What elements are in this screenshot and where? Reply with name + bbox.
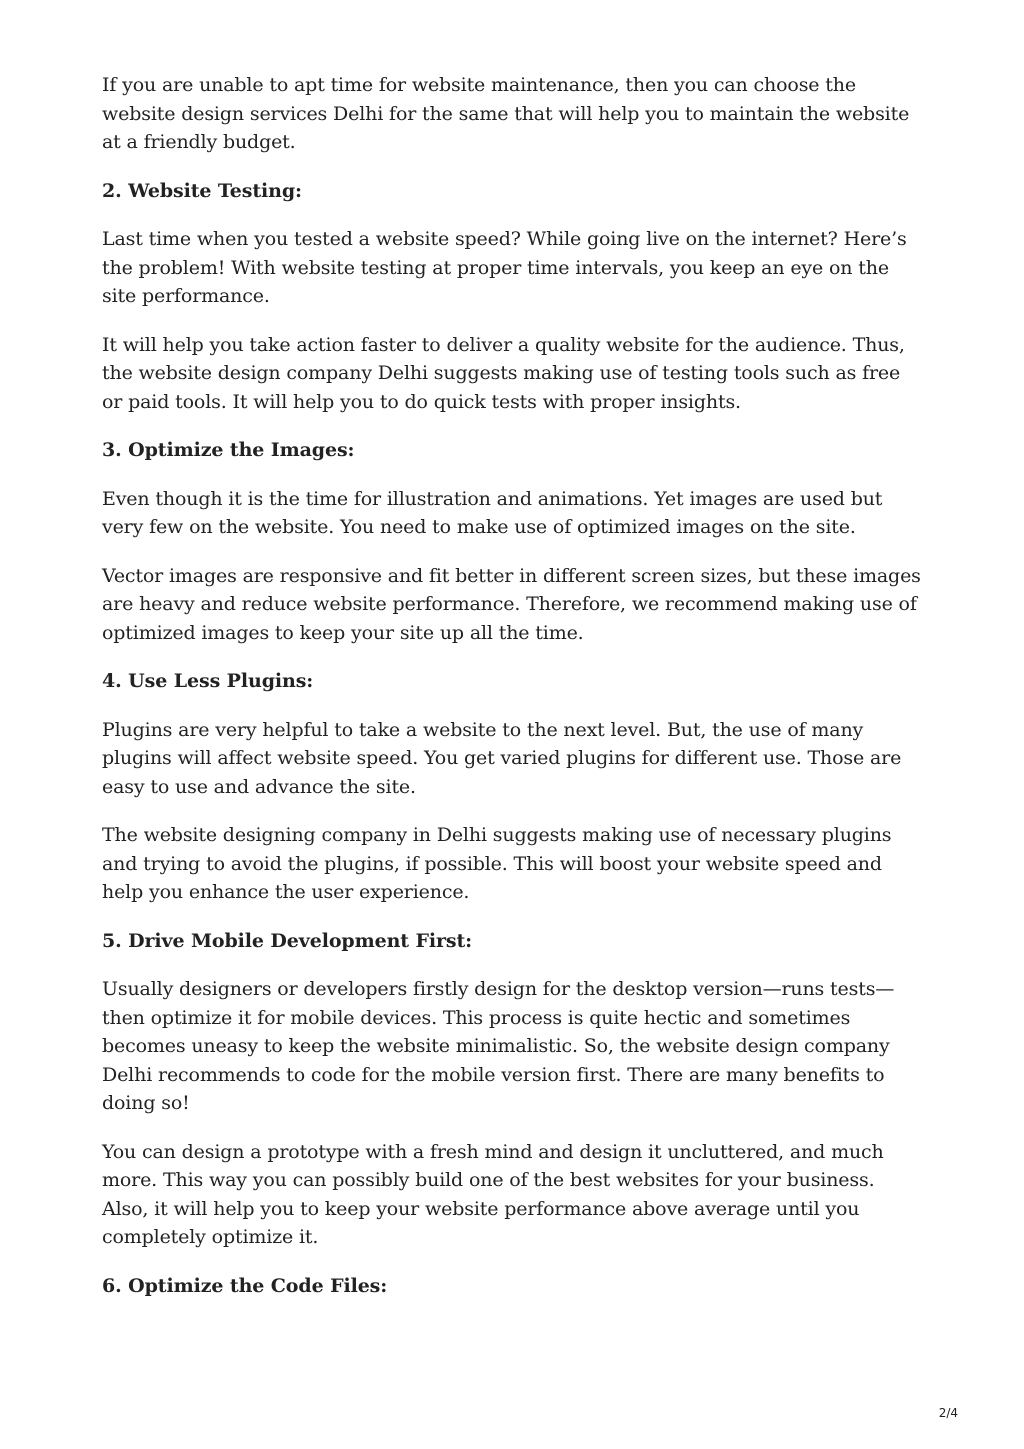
paragraph-maintenance-intro: If you are unable to apt time for website maintenance, then you can choose the website design services Delhi for the same that will help you to maintain the website at a friendly budget.: [102, 74, 910, 153]
paragraph-testing-1: Last time when you tested a website speed? While going live on the internet? Here’s the problem! With website testing at proper time intervals, you keep an eye on the site performance.: [102, 228, 907, 307]
page-number: 2/4: [938, 1406, 958, 1420]
heading-less-plugins: 4. Use Less Plugins:: [102, 670, 314, 692]
paragraph-mobile-2: You can design a prototype with a fresh mind and design it uncluttered, and much more. This way you can possibly build one of the best websites for your business. Also, it will help you to keep your website performance above average until you completely optimize it.: [102, 1140, 884, 1248]
heading-optimize-code: 6. Optimize the Code Files:: [102, 1274, 388, 1297]
paragraph-testing-2: It will help you take action faster to deliver a quality website for the audience. Thus, the website design company Delhi suggests making use of testing tools such as free or paid tools. It will help you to do quick tests with proper insights.: [102, 333, 905, 413]
heading-website-testing: 2. Website Testing:: [102, 179, 302, 202]
paragraph-plugins-1: Plugins are very helpful to take a website to the next level. But, the use of many plugins will affect website speed. You get varied plugins for different use. Those are easy to use and advance the site.: [102, 718, 902, 798]
heading-mobile-first: 5. Drive Mobile Development First:: [102, 929, 473, 952]
heading-optimize-images: 3. Optimize the Images:: [102, 439, 355, 461]
paragraph-images-1: Even though it is the time for illustration and animations. Yet images are used but very few on the website. You need to make use of optimized images on the site.: [102, 487, 883, 538]
paragraph-mobile-1: Usually designers or developers firstly design for the desktop version—runs tests—then optimize it for mobile devices. This process is quite hectic and sometimes becomes uneasy to keep the website minimalistic. So, the website design company Delhi recommends to code for the mobile version first. There are many benefits to doing so!: [102, 978, 895, 1114]
paragraph-plugins-2: The website designing company in Delhi suggests making use of necessary plugins and trying to avoid the plugins, if possible. This will boost your website speed and help you enhance the user experience.: [102, 824, 892, 903]
paragraph-images-2: Vector images are responsive and fit better in different screen sizes, but these images are heavy and reduce website performance. Therefore, we recommend making use of optimized images to keep your site up all the time.: [102, 564, 921, 644]
document-page: [102, 71, 922, 1320]
